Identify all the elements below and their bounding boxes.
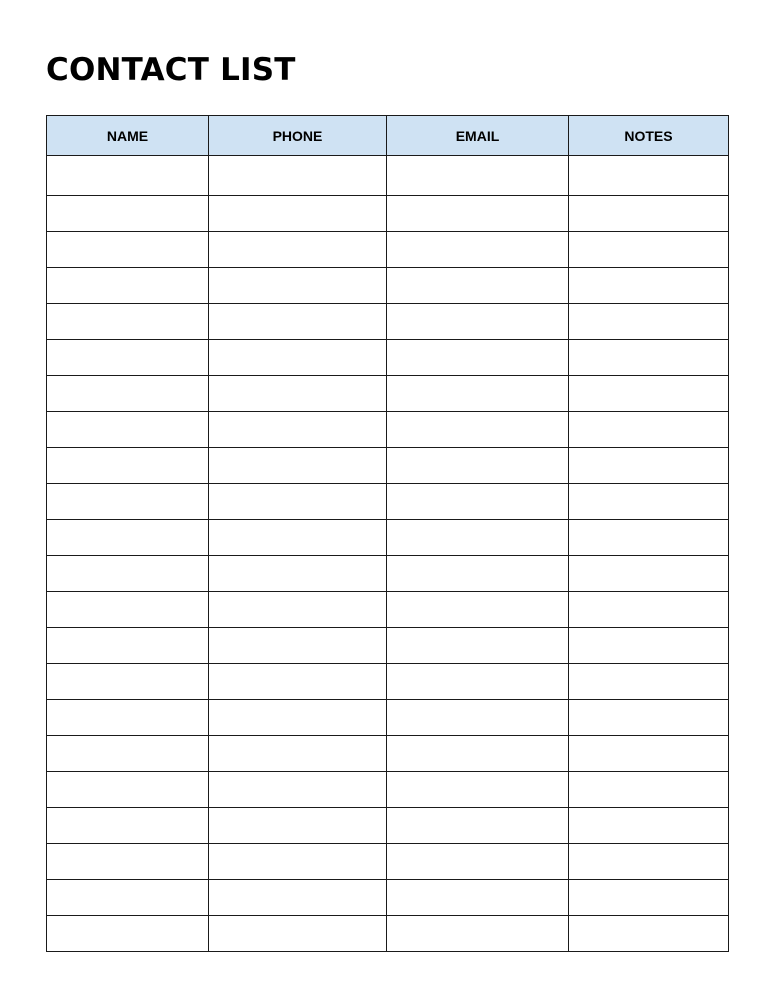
table-row [47,232,729,268]
table-cell-phone[interactable] [209,448,387,484]
table-cell-notes[interactable] [569,156,729,196]
table-cell-email[interactable] [387,556,569,592]
table-cell-phone[interactable] [209,664,387,700]
table-cell-phone[interactable] [209,484,387,520]
table-cell-email[interactable] [387,808,569,844]
table-cell-notes[interactable] [569,304,729,340]
table-cell-name[interactable] [47,808,209,844]
table-cell-email[interactable] [387,736,569,772]
table-cell-notes[interactable] [569,520,729,556]
table-cell-name[interactable] [47,628,209,664]
table-cell-notes[interactable] [569,808,729,844]
table-row [47,376,729,412]
table-row [47,412,729,448]
table-cell-email[interactable] [387,880,569,916]
table-cell-notes[interactable] [569,556,729,592]
table-cell-notes[interactable] [569,412,729,448]
table-cell-phone[interactable] [209,412,387,448]
table-row [47,880,729,916]
column-header-notes: NOTES [569,116,729,156]
table-cell-email[interactable] [387,156,569,196]
table-row [47,916,729,952]
table-row [47,700,729,736]
table-cell-name[interactable] [47,916,209,952]
table-cell-email[interactable] [387,772,569,808]
table-cell-phone[interactable] [209,196,387,232]
table-header-row [47,116,729,156]
table-cell-phone[interactable] [209,232,387,268]
table-cell-phone[interactable] [209,808,387,844]
table-cell-email[interactable] [387,304,569,340]
table-row [47,520,729,556]
table-cell-email[interactable] [387,340,569,376]
table-cell-notes[interactable] [569,448,729,484]
table-row [47,156,729,196]
table-cell-name[interactable] [47,232,209,268]
table-cell-name[interactable] [47,268,209,304]
table-cell-notes[interactable] [569,196,729,232]
table-cell-phone[interactable] [209,556,387,592]
table-cell-phone[interactable] [209,268,387,304]
table-row [47,592,729,628]
table-cell-name[interactable] [47,448,209,484]
table-cell-email[interactable] [387,664,569,700]
table-row [47,628,729,664]
table-cell-phone[interactable] [209,844,387,880]
table-cell-email[interactable] [387,268,569,304]
table-cell-email[interactable] [387,700,569,736]
table-cell-name[interactable] [47,484,209,520]
table-cell-phone[interactable] [209,592,387,628]
table-cell-name[interactable] [47,844,209,880]
column-header-phone: PHONE [209,116,387,156]
table-cell-name[interactable] [47,412,209,448]
table-cell-phone[interactable] [209,340,387,376]
table-cell-email[interactable] [387,232,569,268]
column-header-email: EMAIL [387,116,569,156]
table-cell-phone[interactable] [209,736,387,772]
table-cell-notes[interactable] [569,772,729,808]
table-cell-email[interactable] [387,484,569,520]
table-cell-email[interactable] [387,448,569,484]
table-cell-phone[interactable] [209,700,387,736]
table-cell-notes[interactable] [569,700,729,736]
table-cell-email[interactable] [387,592,569,628]
table-cell-notes[interactable] [569,628,729,664]
table-cell-email[interactable] [387,376,569,412]
table-body [47,156,729,952]
table-row [47,196,729,232]
table-row [47,268,729,304]
table-cell-name[interactable] [47,376,209,412]
table-row [47,736,729,772]
table-cell-phone[interactable] [209,880,387,916]
table-cell-name[interactable] [47,520,209,556]
table-row [47,664,729,700]
table-cell-notes[interactable] [569,232,729,268]
table-cell-name[interactable] [47,304,209,340]
page-title: CONTACT LIST [46,52,296,88]
table-cell-notes[interactable] [569,268,729,304]
table-row [47,772,729,808]
table-row [47,340,729,376]
table-cell-phone[interactable] [209,304,387,340]
table-cell-name[interactable] [47,880,209,916]
table-cell-email[interactable] [387,196,569,232]
table-cell-phone[interactable] [209,520,387,556]
table-row [47,448,729,484]
table-cell-name[interactable] [47,156,209,196]
table-cell-notes[interactable] [569,664,729,700]
table-cell-name[interactable] [47,700,209,736]
table-cell-notes[interactable] [569,340,729,376]
table-cell-phone[interactable] [209,376,387,412]
table-cell-phone[interactable] [209,628,387,664]
table-cell-email[interactable] [387,628,569,664]
table-cell-email[interactable] [387,412,569,448]
table-cell-notes[interactable] [569,844,729,880]
table-cell-name[interactable] [47,340,209,376]
table-cell-name[interactable] [47,592,209,628]
table-cell-name[interactable] [47,196,209,232]
table-cell-phone[interactable] [209,156,387,196]
column-header-name: NAME [47,116,209,156]
table-cell-notes[interactable] [569,376,729,412]
table-cell-notes[interactable] [569,736,729,772]
table-cell-email[interactable] [387,520,569,556]
table-cell-name[interactable] [47,736,209,772]
table-cell-email[interactable] [387,916,569,952]
table-cell-name[interactable] [47,664,209,700]
table-cell-name[interactable] [47,772,209,808]
table-cell-phone[interactable] [209,916,387,952]
table-row [47,304,729,340]
table-cell-notes[interactable] [569,916,729,952]
table-cell-notes[interactable] [569,484,729,520]
table-row [47,844,729,880]
table-cell-notes[interactable] [569,592,729,628]
table-cell-phone[interactable] [209,772,387,808]
table-cell-name[interactable] [47,556,209,592]
contact-table [46,115,729,952]
table-row [47,556,729,592]
table-row [47,484,729,520]
table-row [47,808,729,844]
table-cell-email[interactable] [387,844,569,880]
table-cell-notes[interactable] [569,880,729,916]
